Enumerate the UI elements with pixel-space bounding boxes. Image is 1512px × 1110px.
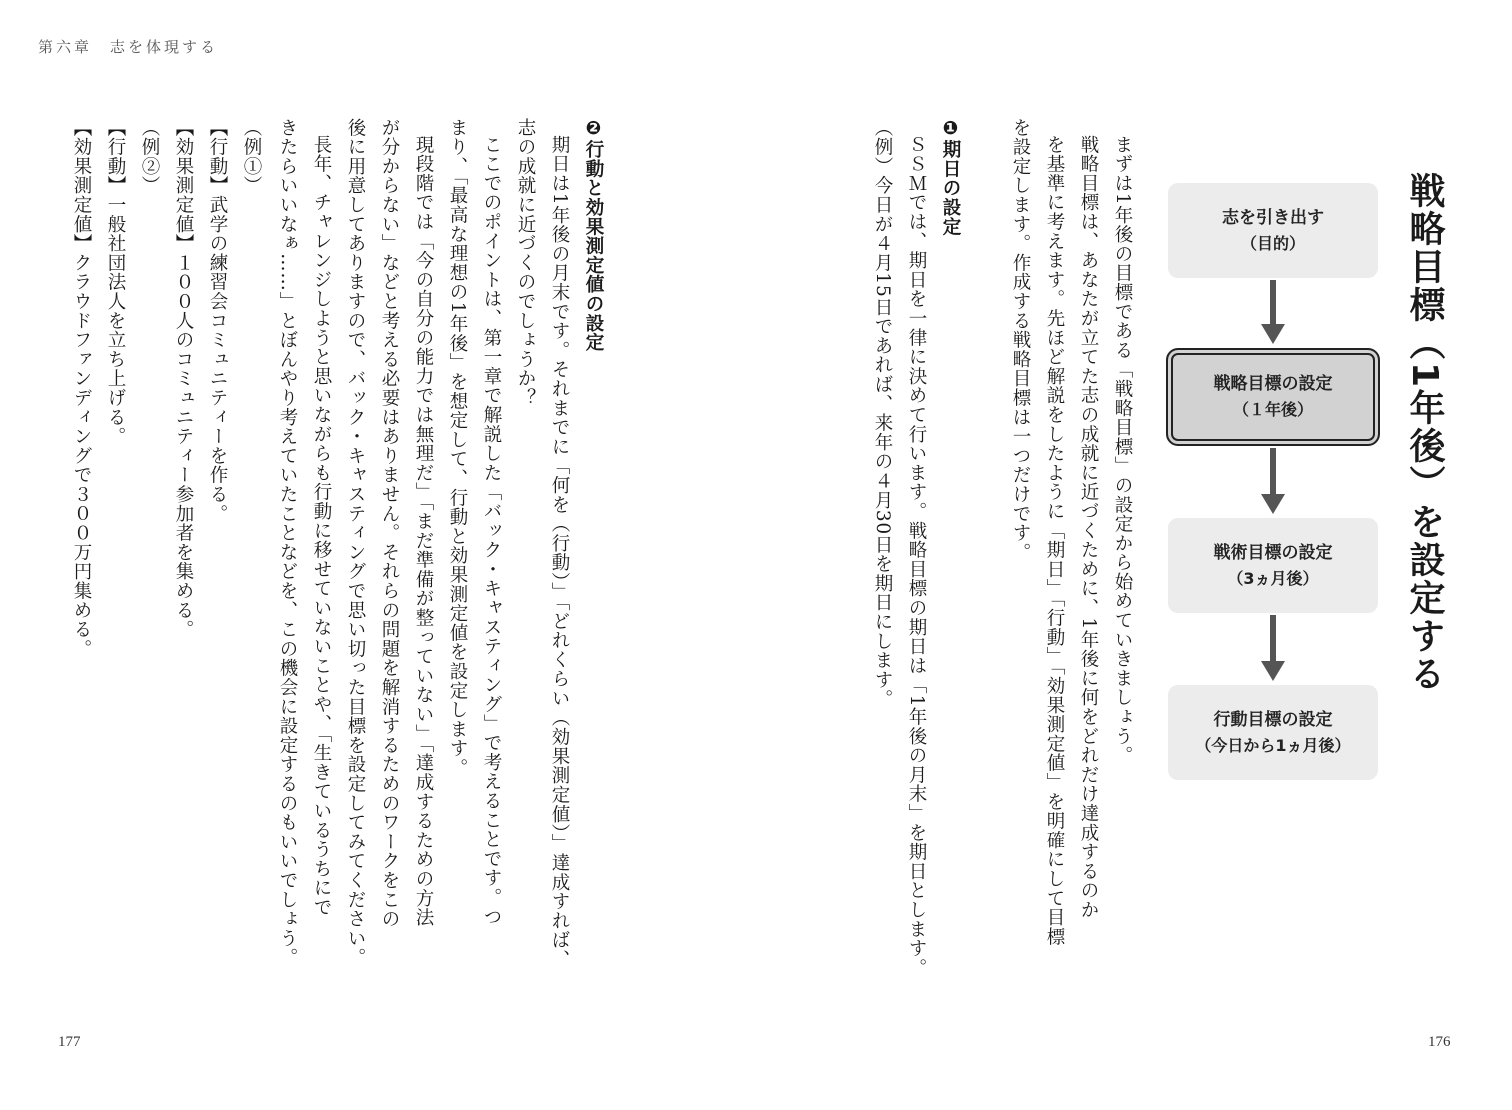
example-line: 【行動】武学の練習会コミュニティーを作る。 xyxy=(207,118,228,524)
flow-box-label: 行動目標の設定 xyxy=(1213,709,1333,730)
section-heading-action: ❷行動と効果測定値の設定 xyxy=(583,118,604,353)
body-line: 後に用意してありますので、バック・キャスティングで思い切った目標を設定してみてください。 xyxy=(345,118,366,968)
page-title: 戦略目標（1年後）を設定する xyxy=(1404,172,1445,694)
flow-box-sublabel: （3ヵ月後） xyxy=(1227,568,1319,588)
intro-line: まずは1年後の目標である「戦略目標」の設定から始めていきましょう。 xyxy=(1112,135,1133,766)
flow-box-label: 戦術目標の設定 xyxy=(1213,542,1333,563)
body-line: 志の成就に近づくのでしょうか？ xyxy=(515,118,536,408)
flow-arrow-down-icon xyxy=(1259,615,1287,683)
example-line: （例①） xyxy=(241,118,262,196)
intro-line: 戦略目標は、あなたが立てた志の成就に近づくために、1年後に何をどれだけ達成するのか xyxy=(1078,135,1099,920)
flow-box-strategic-goal xyxy=(1166,348,1380,446)
section-heading-deadline: ❶期日の設定 xyxy=(940,118,961,237)
example-line: 【行動】一般社団法人を立ち上げる。 xyxy=(105,118,126,447)
body-line: ここでのポイントは、第一章で解説した「バック・キャスティング」で考えることです。つ xyxy=(481,135,502,927)
flow-arrow-down-icon xyxy=(1259,280,1287,346)
section1-line: ＳＳＭでは、期日を一律に決めて行います。戦略目標の期日は「1年後の月末」を期日とします。 xyxy=(906,135,927,978)
flow-box-label: 戦略目標の設定 xyxy=(1213,374,1333,394)
example-line: （例②） xyxy=(139,118,160,196)
flow-box-sublabel: （目的） xyxy=(1240,233,1305,253)
body-line: 現段階では「今の自分の能力では無理だ」「まだ準備が整っていない」「達成するための方法 xyxy=(413,135,434,928)
body-line: 期日は1年後の月末です。それまでに「何を（行動）」「どれくらい（効果測定値）」達成すれば、 xyxy=(549,135,570,970)
flow-box-tactical-goal xyxy=(1168,518,1378,613)
flow-box-sublabel: （１年後） xyxy=(1232,400,1313,419)
section1-line: （例）今日が４月15日であれば、来年の４月30日を期日にします。 xyxy=(872,118,893,709)
flow-box-action-goal xyxy=(1168,685,1378,780)
body-line: きたらいいなぁ……」とぼんやり考えていたことなどを、この機会に設定するのもいいでしょう。 xyxy=(277,118,298,968)
flow-box-purpose xyxy=(1168,183,1378,278)
flow-box-sublabel: （今日から1ヵ月後） xyxy=(1195,735,1351,755)
intro-line: を設定します。作成する戦略目標は一つだけです。 xyxy=(1010,118,1031,562)
intro-line: を基準に考えます。先ほど解説をしたように「期日」「行動」「効果測定値」を明確にして目標 xyxy=(1044,135,1065,947)
example-line: 【効果測定値】クラウドファンディングで３００万円集める。 xyxy=(71,118,92,659)
body-line: まり、「最高な理想の1年後」を想定して、行動と効果測定値を設定します。 xyxy=(447,118,468,778)
page-number-left: 177 xyxy=(58,1034,81,1050)
page-number-right: 176 xyxy=(1428,1034,1451,1050)
running-head: 第六章 志を体現する xyxy=(38,38,219,56)
body-line: 長年、チャレンジしようと思いながらも行動に移せていないことや、「生きているうちにで xyxy=(311,135,332,918)
flow-arrow-down-icon xyxy=(1259,448,1287,516)
body-line: が分からない」などと考える必要はありません。それらの問題を解消するためのワークをこの xyxy=(379,118,400,929)
example-line: 【効果測定値】１００人のコミュニティー参加者を集める。 xyxy=(173,118,194,640)
flow-box-label: 志を引き出す xyxy=(1222,207,1324,228)
